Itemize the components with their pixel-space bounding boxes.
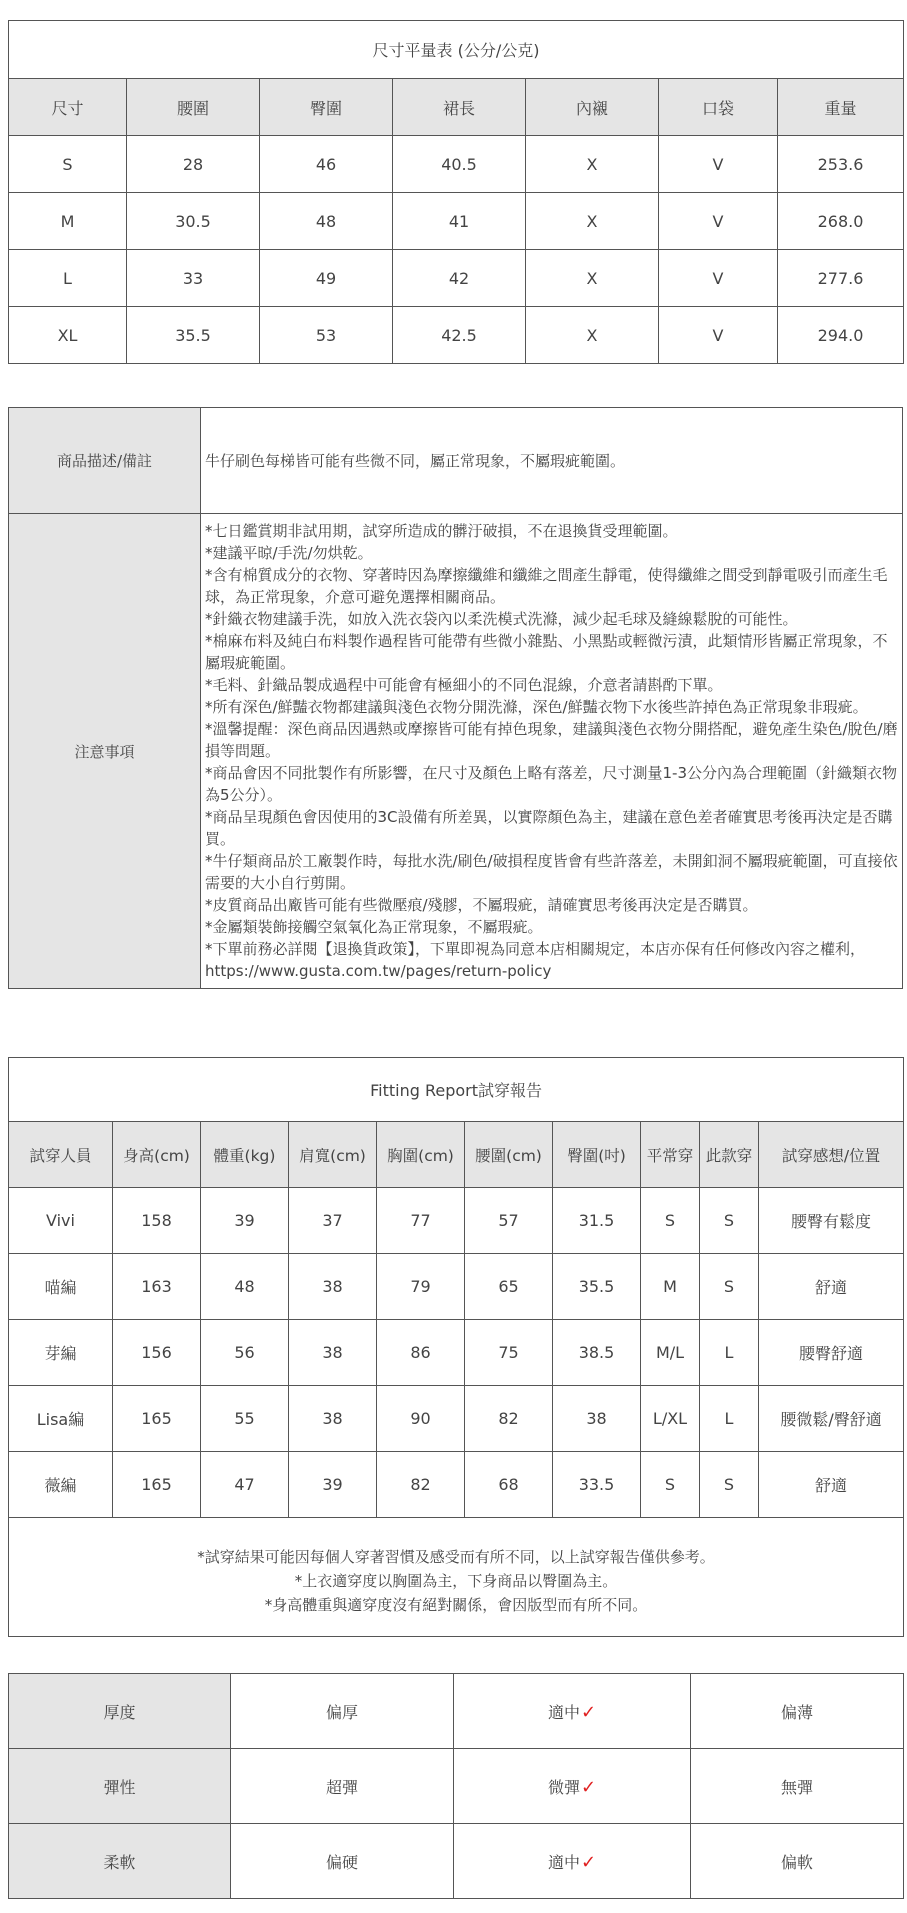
fabric-properties-table [8, 1673, 904, 1899]
fitting-table-cell: M [641, 1254, 700, 1320]
fitting-table-cell: 35.5 [553, 1254, 641, 1320]
note-line: *商品呈現顏色會因使用的3C設備有所差異，以實際顏色為主，建議在意色差者確實思考後再決定是否購買。 [205, 808, 893, 848]
size-table-row [9, 250, 904, 307]
fitting-header-cell: 試穿感想/位置 [759, 1122, 904, 1188]
fitting-header-cell: 臀圍(吋) [553, 1122, 641, 1188]
fitting-footer [9, 1518, 904, 1637]
fabric-option-label: 偏硬 [325, 1852, 358, 1872]
fitting-table-cell: 47 [201, 1452, 289, 1518]
size-table-cell: 294.0 [778, 307, 904, 364]
fitting-table-cell: Lisa編 [9, 1386, 113, 1452]
size-header-cell: 腰圍 [127, 79, 260, 136]
fabric-option-label: 偏薄 [780, 1702, 813, 1722]
note-line: *七日鑑賞期非試用期，試穿所造成的髒汙破損，不在退換貨受理範圍。 [205, 522, 678, 540]
fitting-table-body [9, 1188, 904, 1518]
fitting-table-cell: 舒適 [759, 1452, 904, 1518]
size-table-body [9, 136, 904, 364]
fitting-table-cell: 38 [553, 1386, 641, 1452]
fabric-row [9, 1674, 904, 1749]
fitting-table-cell: 82 [377, 1452, 465, 1518]
fabric-row [9, 1824, 904, 1899]
fitting-report-title: Fitting Report試穿報告 [9, 1058, 904, 1122]
fabric-table-body [9, 1674, 904, 1899]
fitting-header-cell: 胸圍(cm) [377, 1122, 465, 1188]
size-table-row [9, 136, 904, 193]
fitting-table-cell: Vivi [9, 1188, 113, 1254]
fitting-table-cell: 86 [377, 1320, 465, 1386]
size-table-cell: X [526, 193, 659, 250]
note-line: *商品會因不同批製作有所影響，在尺寸及顏色上略有落差，尺寸測量1-3公分內為合理範圍（針織類衣物為5公分）。 [205, 764, 898, 804]
fitting-table-cell: L [700, 1386, 759, 1452]
size-header-cell: 裙長 [393, 79, 526, 136]
size-table-cell: V [659, 136, 778, 193]
fabric-row [9, 1749, 904, 1824]
note-line: *所有深色/鮮豔衣物都建議與淺色衣物分開洗滌，深色/鮮豔衣物下水後些許掉色為正常現象非瑕疵。 [205, 698, 868, 716]
fabric-option-cell [231, 1749, 454, 1824]
fitting-table-cell: S [700, 1452, 759, 1518]
fitting-report-table [8, 1057, 904, 1637]
fitting-table-cell: 68 [465, 1452, 553, 1518]
fabric-option-label: 無彈 [780, 1777, 813, 1797]
size-table-cell: 268.0 [778, 193, 904, 250]
fabric-option-cell [454, 1749, 691, 1824]
note-line: *牛仔類商品於工廠製作時，每批水洗/刷色/破損程度皆會有些許落差，未開釦洞不屬瑕疵範圍，可直接依需要的大小自行剪開。 [205, 852, 898, 892]
size-table-cell: 28 [127, 136, 260, 193]
size-header-cell: 重量 [778, 79, 904, 136]
size-table-row [9, 307, 904, 364]
fitting-header-cell: 此款穿 [700, 1122, 759, 1188]
size-table-cell: V [659, 193, 778, 250]
size-header-cell: 尺寸 [9, 79, 127, 136]
fabric-option-cell [691, 1749, 904, 1824]
size-table-cell: S [9, 136, 127, 193]
description-table [8, 407, 903, 989]
fabric-option-label: 偏軟 [780, 1852, 813, 1872]
size-table-cell: X [526, 250, 659, 307]
size-table-cell: 33 [127, 250, 260, 307]
fitting-table-cell: 37 [289, 1188, 377, 1254]
note-line: *溫馨提醒：深色商品因遇熱或摩擦皆可能有掉色現象，建議與淺色衣物分開搭配，避免產生染色/脫色/磨損等問題。 [205, 720, 898, 760]
fitting-footer-line: *上衣適穿度以胸圍為主，下身商品以臀圍為主。 [294, 1572, 618, 1590]
fabric-option-cell [454, 1824, 691, 1899]
size-table-cell: 41 [393, 193, 526, 250]
fitting-table-cell: S [700, 1254, 759, 1320]
size-header-cell: 內襯 [526, 79, 659, 136]
size-table-cell: 30.5 [127, 193, 260, 250]
fabric-label: 彈性 [9, 1749, 231, 1824]
fitting-table-cell: 65 [465, 1254, 553, 1320]
fitting-table-cell: 38 [289, 1386, 377, 1452]
note-line: *皮質商品出廠皆可能有些微壓痕/殘膠，不屬瑕疵，請確實思考後再決定是否購買。 [205, 896, 758, 914]
size-table-cell: X [526, 307, 659, 364]
fitting-table-row [9, 1254, 904, 1320]
notes-list [201, 514, 903, 989]
size-table-cell: XL [9, 307, 127, 364]
fitting-header-cell: 身高(cm) [113, 1122, 201, 1188]
fitting-header-cell: 體重(kg) [201, 1122, 289, 1188]
note-line: *下單前務必詳閱【退換貨政策】，下單即視為同意本店相關規定，本店亦保有任何修改內容之權利，https://www.gusta.com.tw/pages/return-policy [205, 940, 866, 980]
size-header-cell: 口袋 [659, 79, 778, 136]
check-icon: ✓ [580, 1851, 597, 1873]
size-table-cell: 35.5 [127, 307, 260, 364]
fabric-option-label: 適中 [547, 1702, 580, 1722]
fitting-table-cell: 腰臀有鬆度 [759, 1188, 904, 1254]
fitting-table-cell: M/L [641, 1320, 700, 1386]
fitting-table-cell: 156 [113, 1320, 201, 1386]
size-table [8, 20, 904, 364]
fitting-table-row [9, 1386, 904, 1452]
fitting-table-cell: 82 [465, 1386, 553, 1452]
fitting-table-row [9, 1320, 904, 1386]
fabric-option-label: 超彈 [325, 1777, 358, 1797]
fitting-table-cell: 39 [201, 1188, 289, 1254]
fitting-table-cell: 38 [289, 1254, 377, 1320]
size-table-cell: 277.6 [778, 250, 904, 307]
fabric-option-label: 微彈 [547, 1777, 580, 1797]
fabric-option-cell [231, 1824, 454, 1899]
fitting-footer-line: *試穿結果可能因每個人穿著習慣及感受而有所不同，以上試穿報告僅供參考。 [197, 1548, 715, 1566]
size-table-cell: 40.5 [393, 136, 526, 193]
note-line: *棉麻布料及純白布料製作過程皆可能帶有些微小雜點、小黑點或輕微污漬，此類情形皆屬正常現象，不屬瑕疵範圍。 [205, 632, 888, 672]
size-table-cell: 49 [260, 250, 393, 307]
size-table-cell: M [9, 193, 127, 250]
fitting-table-cell: 56 [201, 1320, 289, 1386]
fitting-table-cell: L/XL [641, 1386, 700, 1452]
fitting-table-row [9, 1452, 904, 1518]
fitting-table-cell: 薇編 [9, 1452, 113, 1518]
fitting-header-cell: 試穿人員 [9, 1122, 113, 1188]
fitting-table-cell: 33.5 [553, 1452, 641, 1518]
size-table-cell: X [526, 136, 659, 193]
size-table-row [9, 193, 904, 250]
size-table-cell: 48 [260, 193, 393, 250]
fitting-table-cell: 腰微鬆/臀舒適 [759, 1386, 904, 1452]
fitting-table-cell: L [700, 1320, 759, 1386]
fabric-option-label: 偏厚 [325, 1702, 358, 1722]
note-line: *針織衣物建議手洗，如放入洗衣袋內以柔洗模式洗滌，減少起毛球及縫線鬆脫的可能性。 [205, 610, 798, 628]
fitting-header-row [9, 1122, 904, 1188]
fitting-table-cell: 158 [113, 1188, 201, 1254]
fitting-table-cell: 48 [201, 1254, 289, 1320]
size-table-cell: 42.5 [393, 307, 526, 364]
fitting-table-cell: 75 [465, 1320, 553, 1386]
note-line: *建議平晾/手洗/勿烘乾。 [205, 544, 373, 562]
fitting-table-cell: 165 [113, 1386, 201, 1452]
size-table-cell: 253.6 [778, 136, 904, 193]
size-table-cell: 53 [260, 307, 393, 364]
fitting-table-cell: S [641, 1452, 700, 1518]
size-table-cell: V [659, 307, 778, 364]
check-icon: ✓ [580, 1776, 597, 1798]
fabric-label: 柔軟 [9, 1824, 231, 1899]
fitting-table-cell: 79 [377, 1254, 465, 1320]
fitting-table-cell: 舒適 [759, 1254, 904, 1320]
fitting-table-cell: S [700, 1188, 759, 1254]
check-icon: ✓ [580, 1701, 597, 1723]
size-header-cell: 臀圍 [260, 79, 393, 136]
size-table-cell: 42 [393, 250, 526, 307]
fitting-table-cell: 38.5 [553, 1320, 641, 1386]
size-table-cell: L [9, 250, 127, 307]
fitting-table-cell: 39 [289, 1452, 377, 1518]
note-line: *金屬類裝飾接觸空氣氧化為正常現象，不屬瑕疵。 [205, 918, 543, 936]
size-table-cell: V [659, 250, 778, 307]
note-line: *含有棉質成分的衣物、穿著時因為摩擦纖維和纖維之間產生靜電，使得纖維之間受到靜電吸引而產生毛球，為正常現象，介意可避免選擇相關商品。 [205, 566, 888, 606]
fitting-header-cell: 肩寬(cm) [289, 1122, 377, 1188]
fitting-table-cell: 57 [465, 1188, 553, 1254]
fabric-option-label: 適中 [547, 1852, 580, 1872]
description-label: 商品描述/備註 [9, 408, 201, 514]
fitting-header-cell: 腰圍(cm) [465, 1122, 553, 1188]
fabric-option-cell [691, 1674, 904, 1749]
note-line: *毛料、針織品製成過程中可能會有極細小的不同色混線，介意者請斟酌下單。 [205, 676, 723, 694]
fitting-table-cell: 38 [289, 1320, 377, 1386]
fitting-table-cell: 77 [377, 1188, 465, 1254]
fabric-label: 厚度 [9, 1674, 231, 1749]
fitting-table-cell: 165 [113, 1452, 201, 1518]
fitting-table-cell: S [641, 1188, 700, 1254]
fabric-option-cell [454, 1674, 691, 1749]
fitting-table-cell: 55 [201, 1386, 289, 1452]
size-table-title: 尺寸平量表 (公分/公克) [9, 21, 904, 79]
fitting-table-cell: 腰臀舒適 [759, 1320, 904, 1386]
fitting-table-cell: 31.5 [553, 1188, 641, 1254]
fitting-table-cell: 163 [113, 1254, 201, 1320]
notes-label: 注意事項 [9, 514, 201, 989]
fitting-header-cell: 平常穿 [641, 1122, 700, 1188]
fitting-footer-line: *身高體重與適穿度沒有絕對關係，會因版型而有所不同。 [264, 1596, 648, 1614]
fitting-table-cell: 90 [377, 1386, 465, 1452]
fitting-table-row [9, 1188, 904, 1254]
fitting-table-cell: 喵編 [9, 1254, 113, 1320]
fabric-option-cell [231, 1674, 454, 1749]
size-table-cell: 46 [260, 136, 393, 193]
size-table-header-row [9, 79, 904, 136]
fabric-option-cell [691, 1824, 904, 1899]
description-text: 牛仔刷色每梯皆可能有些微不同，屬正常現象，不屬瑕疵範圍。 [201, 408, 903, 514]
fitting-table-cell: 芽編 [9, 1320, 113, 1386]
